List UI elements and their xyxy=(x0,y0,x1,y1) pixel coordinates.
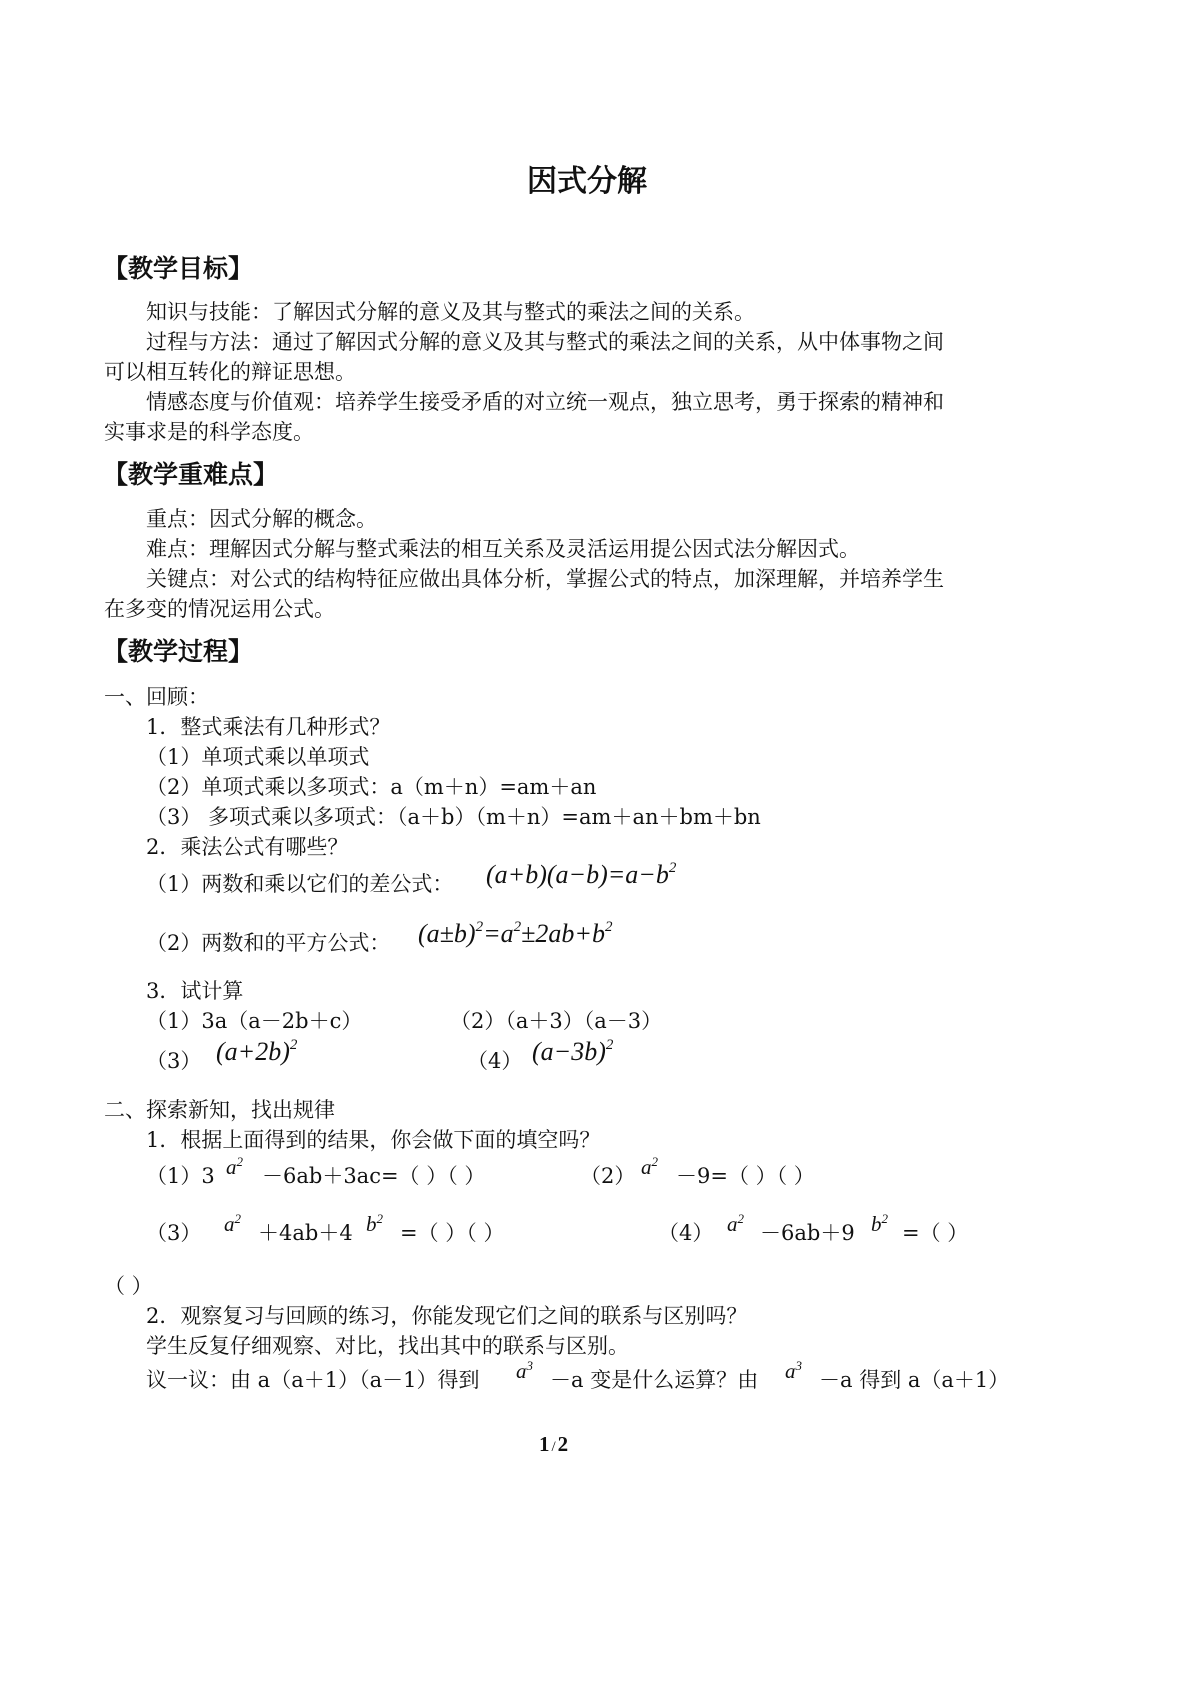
exponent: 2 xyxy=(234,1211,241,1226)
difficult-point: 难点：理解因式分解与整式乘法的相互关系及灵活运用提公因式法分解因式。 xyxy=(146,537,860,561)
fill-blank-4-term-b xyxy=(871,1212,888,1239)
fill-blank-4-rest: =（ ） xyxy=(902,1221,969,1245)
review-q3: 3．试计算 xyxy=(146,979,244,1003)
fill-blank-4-wrap: （ ） xyxy=(104,1274,153,1298)
difference-of-squares-formula xyxy=(486,859,676,895)
review-q1-item3: （3） 多项式乘以多项式：（a＋b）（m＋n）=am＋an＋bm＋bn xyxy=(146,805,761,829)
fill-blank-4-term-a xyxy=(727,1212,744,1239)
heading-teaching-goals: 【教学目标】 xyxy=(103,254,254,283)
fill-blank-2-prefix: （2） xyxy=(580,1164,636,1188)
review-q2-item1: （1）两数和乘以它们的差公式： xyxy=(146,872,454,896)
review-q1-item2: （2）单项式乘以多项式：a（m＋n）=am＋an xyxy=(146,775,597,799)
formula-part-1: (a±b) xyxy=(418,919,476,948)
fill-blank-1-prefix: （1）3 xyxy=(146,1164,215,1188)
page-current: 1 xyxy=(539,1432,550,1456)
key-point: 重点：因式分解的概念。 xyxy=(146,507,377,531)
goal-process-line2: 可以相互转化的辩证思想。 xyxy=(104,360,356,384)
exponent: 3 xyxy=(795,1358,802,1373)
exponent: 2 xyxy=(737,1211,744,1226)
exercise-3-label: （3） xyxy=(146,1049,202,1073)
formula-text: (a−3b) xyxy=(532,1037,606,1066)
fill-blank-3-prefix: （3） xyxy=(146,1221,202,1245)
formula-exponent: 2 xyxy=(289,1037,298,1053)
fill-blank-1-rest: －6ab＋3ac=（ ）（ ） xyxy=(262,1164,486,1188)
review-q1-item1: （1）单项式乘以单项式 xyxy=(146,745,370,769)
variable-a: a xyxy=(785,1359,796,1383)
review-q2: 2．乘法公式有哪些？ xyxy=(146,835,349,859)
fill-blank-2-rest: －9=（ ）（ ） xyxy=(676,1164,815,1188)
variable-a: a xyxy=(224,1212,235,1236)
document-title: 因式分解 xyxy=(527,164,647,199)
goal-process-line1: 过程与方法：通过了解因式分解的意义及其与整式的乘法之间的关系，从中体事物之间 xyxy=(146,330,944,354)
formula-part-2: =a xyxy=(483,919,514,948)
discuss-part-3: －a 得到 a（a＋1） xyxy=(819,1368,1010,1392)
exercise-3-formula xyxy=(216,1036,297,1072)
formula-text: (a+2b) xyxy=(216,1037,290,1066)
formula-part-3: ±2ab+b xyxy=(521,919,605,948)
crucial-point-line1: 关键点：对公式的结构特征应做出具体分析，掌握公式的特点，加深理解，并培养学生 xyxy=(146,567,944,591)
goal-attitude-line1: 情感态度与价值观：培养学生接受矛盾的对立统一观点，独立思考，勇于探索的精神和 xyxy=(146,390,944,414)
page-total: 2 xyxy=(557,1432,569,1456)
explore-q2-note: 学生反复仔细观察、对比，找出其中的联系与区别。 xyxy=(146,1334,629,1358)
square-of-sum-formula xyxy=(418,918,612,954)
formula-exponent: 2 xyxy=(605,1037,614,1053)
formula-text: (a+b)(a−b)=a−b xyxy=(486,860,669,889)
exercise-2: （2）（a＋3）（a－3） xyxy=(450,1009,663,1033)
fill-blank-4-prefix: （4） xyxy=(658,1221,714,1245)
exercise-1: （1）3a（a－2b＋c） xyxy=(146,1009,363,1033)
exponent: 2 xyxy=(651,1154,658,1169)
explore-q1: 1．根据上面得到的结果，你会做下面的填空吗？ xyxy=(146,1128,601,1152)
discuss-term-2 xyxy=(785,1359,802,1386)
page-separator: / xyxy=(551,1439,556,1455)
explore-q2: 2．观察复习与回顾的练习，你能发现它们之间的联系与区别吗？ xyxy=(146,1304,748,1328)
goal-attitude-line2: 实事求是的科学态度。 xyxy=(104,420,314,444)
discuss-term-1 xyxy=(516,1359,533,1386)
variable-a: a xyxy=(727,1212,738,1236)
fill-blank-1-term xyxy=(226,1155,243,1182)
discuss-part-1: 议一议：由 a（a＋1）（a－1）得到 xyxy=(146,1368,480,1392)
exponent: 2 xyxy=(881,1211,888,1226)
formula-exponent: 2 xyxy=(668,860,677,876)
fill-blank-3-rest: =（ ）（ ） xyxy=(400,1221,505,1245)
variable-a: a xyxy=(226,1155,237,1179)
exercise-4-label: （4） xyxy=(467,1049,523,1073)
exponent: 2 xyxy=(236,1154,243,1169)
discuss-part-2: －a 变是什么运算？由 xyxy=(550,1368,759,1392)
review-q2-item2: （2）两数和的平方公式： xyxy=(146,931,391,955)
page-number xyxy=(539,1430,568,1461)
formula-exponent-3: 2 xyxy=(604,919,613,935)
heading-key-difficult-points: 【教学重难点】 xyxy=(103,460,279,489)
variable-a: a xyxy=(516,1359,527,1383)
fill-blank-3-term-b xyxy=(366,1212,383,1239)
fill-blank-2-term xyxy=(641,1155,658,1182)
review-heading: 一、回顾： xyxy=(104,685,209,709)
formula-exponent-1: 2 xyxy=(475,919,484,935)
goal-knowledge: 知识与技能：了解因式分解的意义及其与整式的乘法之间的关系。 xyxy=(146,300,755,324)
heading-teaching-process: 【教学过程】 xyxy=(103,637,254,666)
fill-blank-4-middle: －6ab＋9 xyxy=(760,1221,855,1245)
exponent: 2 xyxy=(376,1211,383,1226)
fill-blank-3-term-a xyxy=(224,1212,241,1239)
variable-a: a xyxy=(641,1155,652,1179)
explore-heading: 二、探索新知，找出规律 xyxy=(104,1098,335,1122)
crucial-point-line2: 在多变的情况运用公式。 xyxy=(104,597,335,621)
review-q1: 1．整式乘法有几种形式？ xyxy=(146,715,391,739)
exponent: 3 xyxy=(526,1358,533,1373)
fill-blank-3-middle: ＋4ab＋4 xyxy=(258,1221,353,1245)
variable-b: b xyxy=(871,1212,882,1236)
variable-b: b xyxy=(366,1212,377,1236)
exercise-4-formula xyxy=(532,1036,613,1072)
formula-exponent-2: 2 xyxy=(513,919,522,935)
